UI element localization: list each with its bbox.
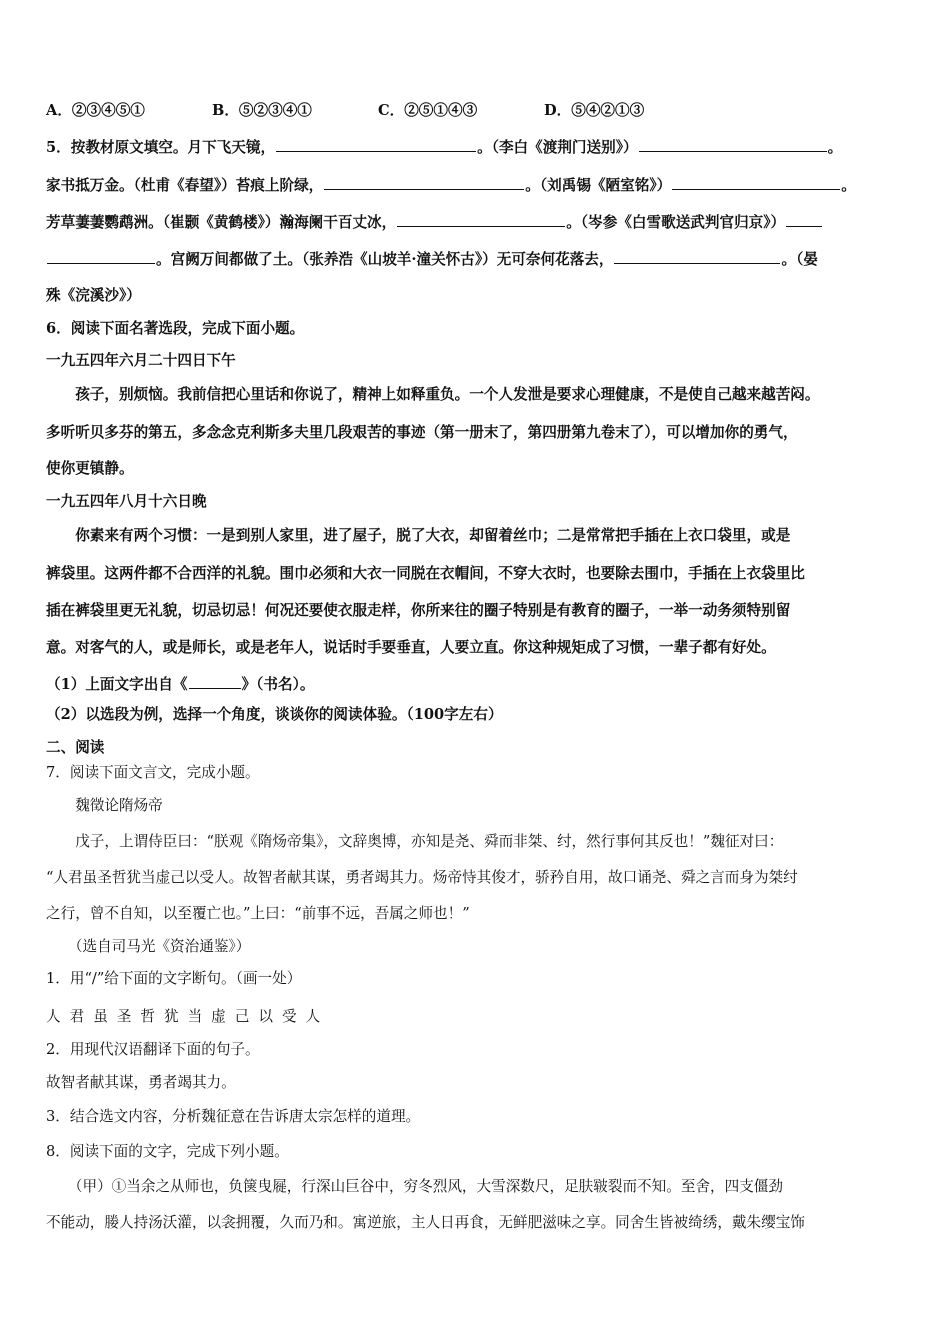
q7-sub-2: 2．用现代汉语翻译下面的句子。: [46, 1041, 260, 1058]
fill-blank[interactable]: [324, 174, 524, 190]
q6-para1-line-3: 使你更镇静。: [46, 460, 134, 477]
q7-passage-line-2: “人君虽圣哲犹当虚己以受人。故智者献其谋，勇者竭其力。炀帝恃其俊才，骄矜自用，故口诵尧、舜之言而身为桀纣: [46, 869, 798, 886]
option-b: B．⑤②③④①: [212, 102, 312, 119]
q5-line-5: 殊《浣溪沙》）: [46, 287, 141, 304]
q8-passage-line-2: 不能动，媵人持汤沃灌，以衾拥覆，久而乃和。寓逆旅，主人日再食，无鲜肥滋味之享。同舍生皆被绮绣，戴朱缨宝饰: [46, 1214, 805, 1231]
q5-text: 。（岑参《白雪歌送武判官归京》）: [566, 214, 786, 231]
q6-sub-1: [46, 673, 906, 695]
q5-text: 。宫阙万间都做了土。（张养浩《山坡羊·潼关怀古》）无可奈何花落去，: [156, 251, 614, 268]
q8-passage-line-1: （甲）①当余之从师也，负箧曳屣，行深山巨谷中，穷冬烈风，大雪深数尺，足肤皲裂而不知。至舍，四支僵劲: [46, 1178, 783, 1195]
fill-blank[interactable]: [47, 248, 155, 264]
q7-source: （选自司马光《资治通鉴》）: [46, 938, 251, 955]
fill-blank[interactable]: [189, 673, 241, 689]
q5-line-1: [46, 136, 906, 158]
q5-text: 。（晏: [781, 251, 818, 268]
q7-passage-line-1: 戊子，上谓侍臣曰：“朕观《隋炀帝集》，文辞奥博，亦知是尧、舜而非桀、纣，然行事何其反也！”魏征对曰：: [46, 833, 784, 850]
fill-blank[interactable]: [614, 248, 780, 264]
q7-sub-3: 3．结合选文内容，分析魏征意在告诉唐太宗怎样的道理。: [46, 1108, 421, 1125]
q6-para2-line-1: 你素来有两个习惯：一是到别人家里，进了屋子，脱了大衣，却留着丝巾；二是常常把手插在上衣口袋里，或是: [46, 527, 791, 544]
q6-sub-2: （2）以选段为例，选择一个角度，谈谈你的阅读体验。（100字左右）: [46, 706, 503, 723]
option-c: C．②⑤①④③: [378, 102, 478, 119]
q6-date-2: 一九五四年八月十六日晚: [46, 493, 207, 510]
q6-para2-line-4: 意。对客气的人，或是师长，或是老年人，说话时手要垂直，人要立直。你这种规矩成了习惯，一辈子都有好处。: [46, 639, 776, 656]
fill-blank[interactable]: [786, 211, 822, 227]
q7-sub-1: 1．用“/”给下面的文字断句。（画一处）: [46, 970, 302, 987]
option-d: D．⑤④②①③: [544, 102, 645, 119]
q7-sub-1-text: 人君虽圣哲犹当虚己以受人: [46, 1008, 330, 1025]
q8-title: 8．阅读下面的文字，完成下列小题。: [46, 1143, 289, 1160]
q5-text: 。（刘禹锡《陋室铭》）: [525, 177, 672, 194]
fill-blank[interactable]: [639, 136, 827, 152]
q7-title: 7．阅读下面文言文，完成小题。: [46, 764, 260, 781]
q5-line-3: [46, 211, 906, 233]
q6-date-1: 一九五四年六月二十四日下午: [46, 352, 236, 369]
q5-line-4: [46, 248, 906, 270]
q5-text: 。（李白《渡荆门送别》）: [477, 139, 638, 156]
fill-blank[interactable]: [276, 136, 476, 152]
q5-text: 芳草萋萋鹦鹉洲。（崔颢《黄鹤楼》）瀚海阑干百丈冰，: [46, 214, 397, 231]
q5-text: 。: [841, 177, 856, 194]
q6-sub1-text: 》（书名）。: [241, 676, 315, 693]
option-a: A．②③④⑤①: [46, 102, 145, 119]
section-heading: 二、阅读: [46, 739, 105, 756]
q6-para2-line-2: 裤袋里。这两件都不合西洋的礼貌。围巾必须和大衣一同脱在衣帽间，不穿大衣时，也要除去围巾，手插在上衣袋里比: [46, 565, 805, 582]
q6-title: 6．阅读下面名著选段，完成下面小题。: [46, 320, 305, 337]
fill-blank[interactable]: [672, 174, 840, 190]
q7-passage-title: 魏徵论隋炀帝: [46, 797, 163, 814]
q6-para1-line-2: 多听听贝多芬的第五，多念念克利斯多夫里几段艰苦的事迹（第一册末了，第四册第九卷末了），可以增加你的勇气，: [46, 424, 798, 441]
q5-text: 家书抵万金。（杜甫《春望》）苔痕上阶绿，: [46, 177, 324, 194]
q5-line-2: [46, 174, 906, 196]
fill-blank[interactable]: [397, 211, 565, 227]
q7-passage-line-3: 之行，曾不自知，以至覆亡也。”上曰：“前事不远，吾属之师也！”: [46, 905, 470, 922]
q5-text: 5．按教材原文填空。月下飞天镜，: [46, 139, 276, 156]
q7-sub-2-text: 故智者献其谋，勇者竭其力。: [46, 1074, 236, 1091]
q6-sub1-text: （1）上面文字出自《: [46, 676, 188, 693]
q6-para1-line-1: 孩子，别烦恼。我前信把心里话和你说了，精神上如释重负。一个人发泄是要求心理健康，不是使自己越来越苦闷。: [46, 386, 820, 403]
q5-text: 。: [827, 139, 843, 156]
q6-para2-line-3: 插在裤袋里更无礼貌，切忌切忌！何况还要使衣服走样，你所来往的圈子特别是有教育的圈子，一举一动务须特别留: [46, 602, 791, 619]
options-row: [46, 101, 906, 121]
